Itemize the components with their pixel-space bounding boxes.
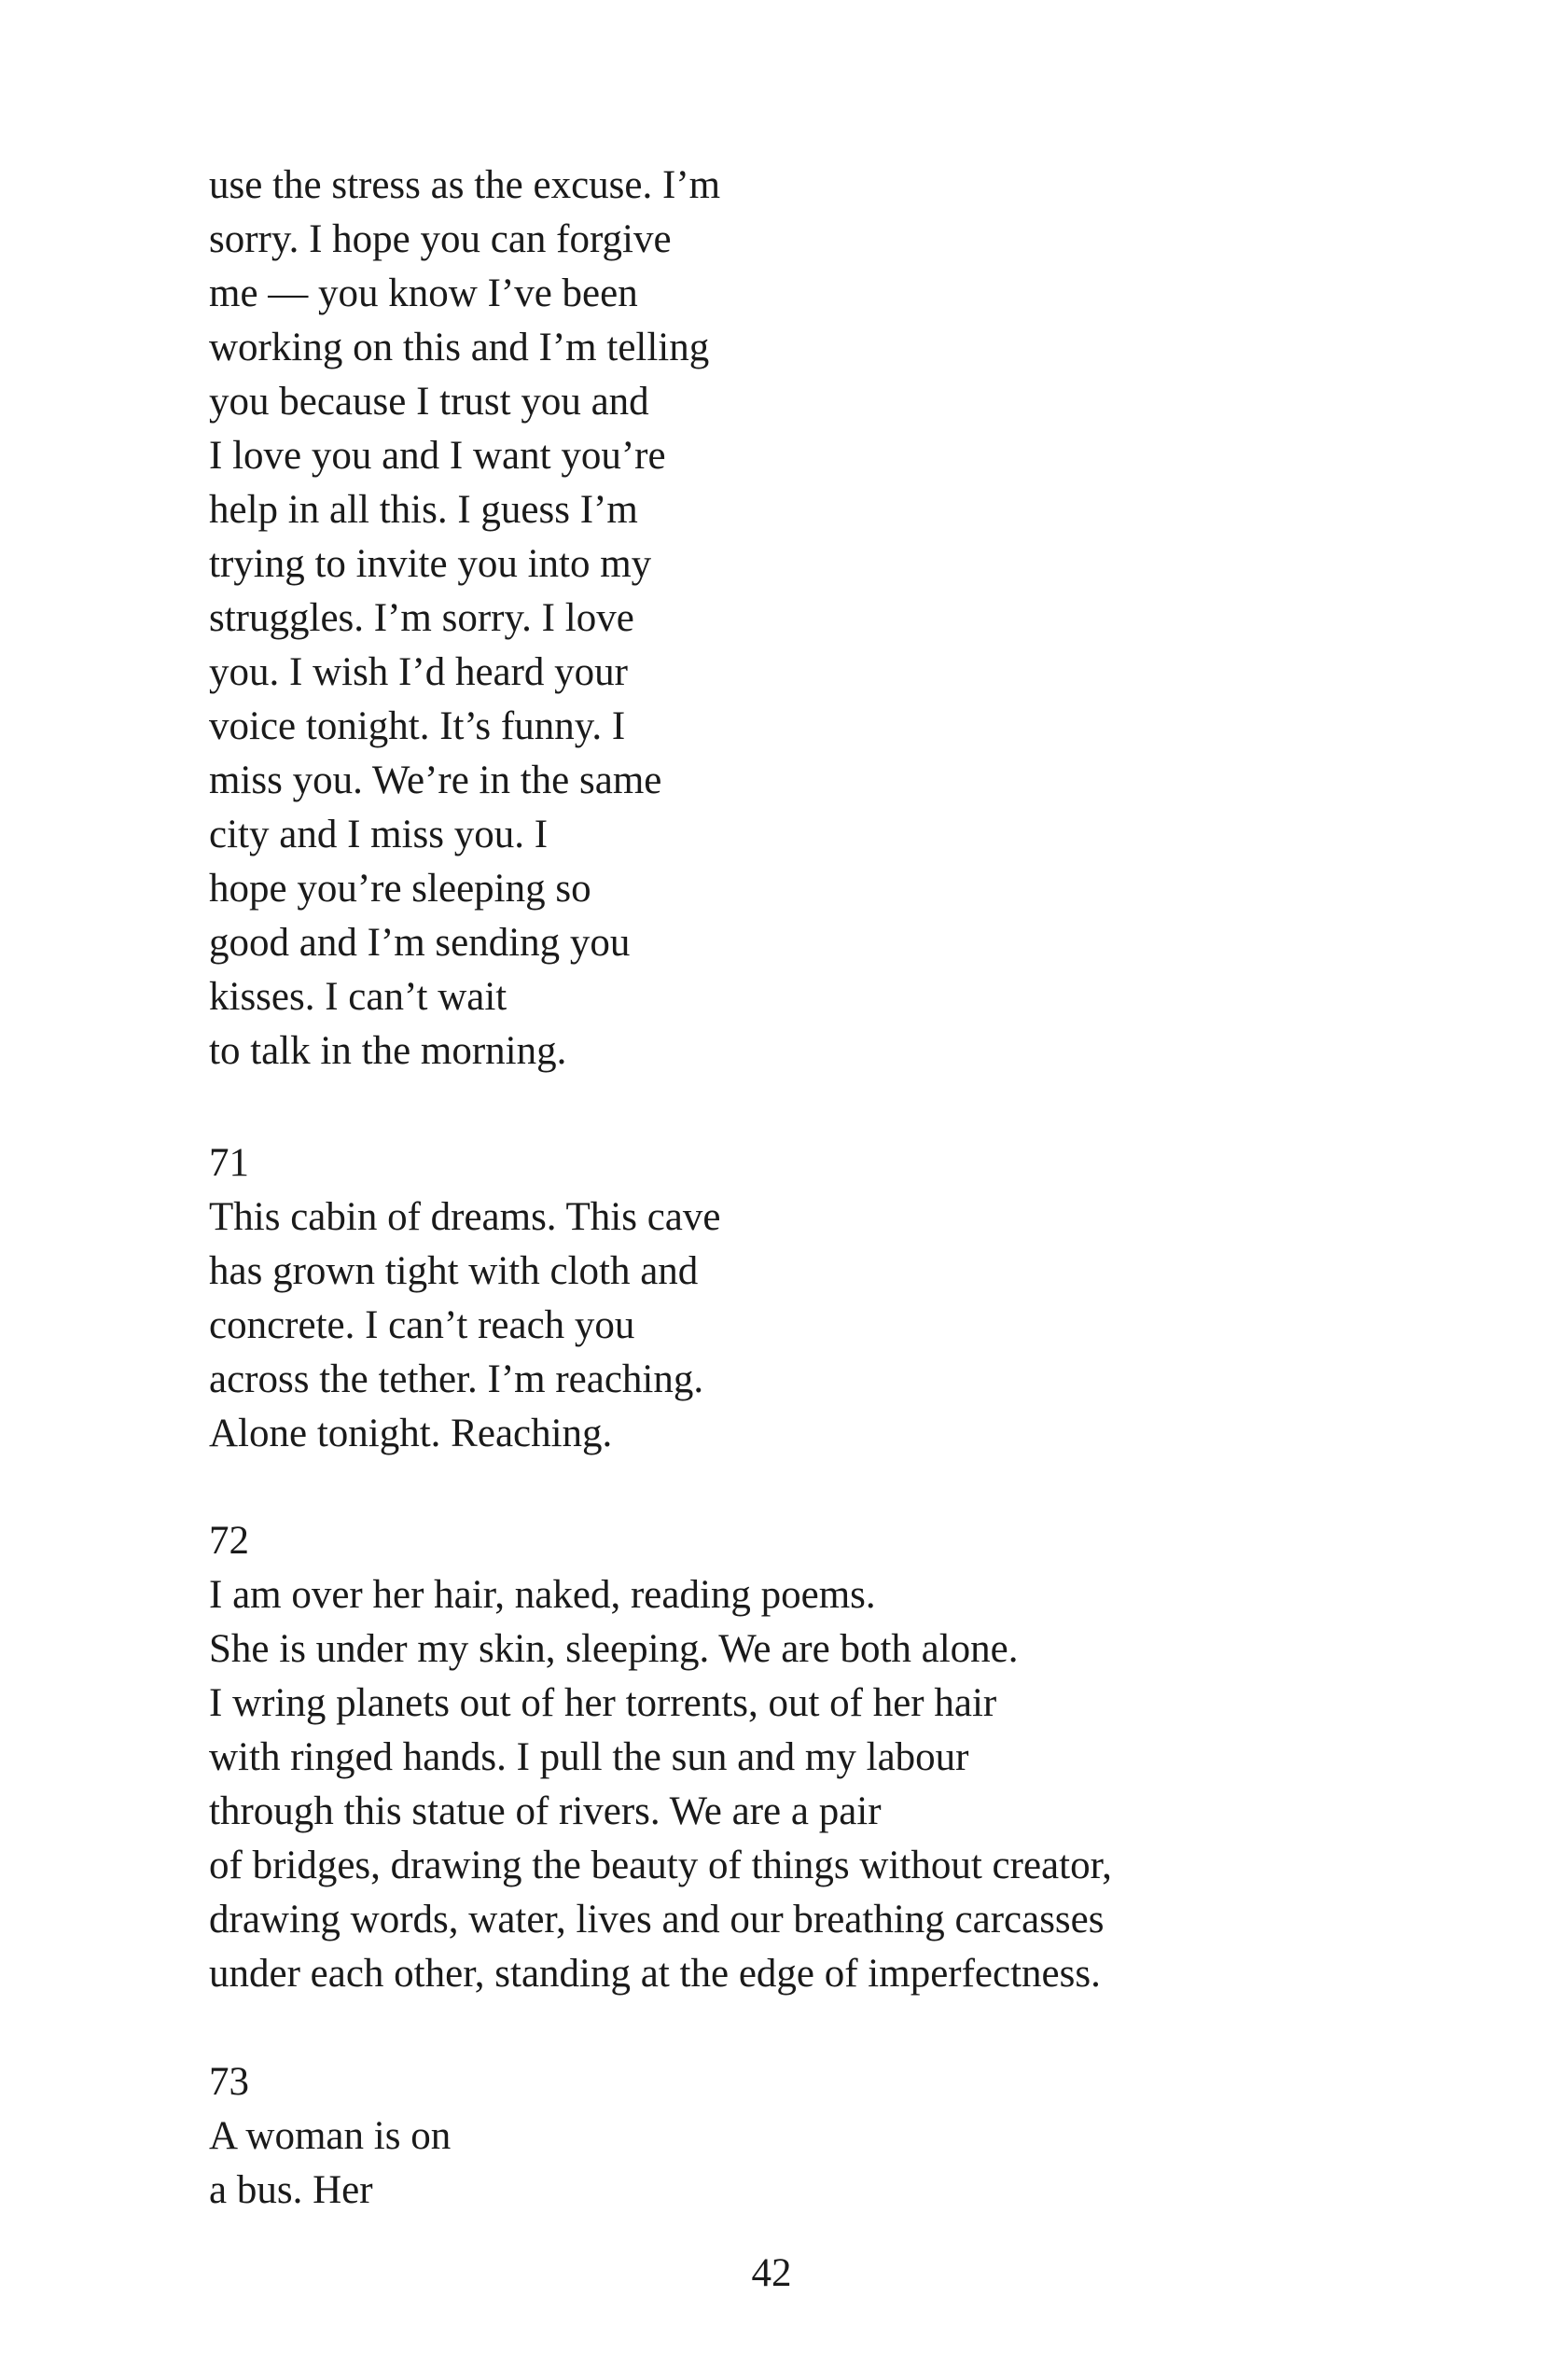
poem-line: use the stress as the excuse. I’m [209, 163, 721, 207]
poem-line: across the tether. I’m reaching. [209, 1357, 704, 1401]
poem-line: drawing words, water, lives and our breathing carcasses [209, 1898, 1105, 1942]
poem-line: to talk in the morning. [209, 1029, 567, 1073]
poem-line: city and I miss you. I [209, 813, 549, 856]
poem-line: A woman is on [209, 2114, 452, 2158]
poem-number: 72 [209, 1519, 249, 1563]
poem-line: hope you’re sleeping so [209, 867, 591, 911]
poem-line: you. I wish I’d heard your [209, 650, 629, 694]
poem-line: voice tonight. It’s funny. I [209, 704, 626, 748]
poem-line: I am over her hair, naked, reading poems. [209, 1573, 876, 1617]
poem-72 [209, 1514, 1112, 2001]
poem-line: of bridges, drawing the beauty of things without creator, [209, 1844, 1112, 1887]
poem-line: help in all this. I guess I’m [209, 488, 638, 532]
poem-line: trying to invite you into my [209, 542, 652, 586]
poem-number: 73 [209, 2060, 249, 2104]
poem-71 [209, 1136, 720, 1461]
poem-continuation [209, 159, 720, 1079]
poem-line: you because I trust you and [209, 380, 649, 424]
poem-line: good and I’m sending you [209, 921, 631, 965]
page-number: 42 [751, 2251, 792, 2295]
poem-line: a bus. Her [209, 2168, 373, 2212]
poem-line: with ringed hands. I pull the sun and my labour [209, 1735, 969, 1779]
poem-line: me — you know I’ve been [209, 271, 638, 315]
poem-line: struggles. I’m sorry. I love [209, 596, 634, 640]
poem-line: I wring planets out of her torrents, out of her hair [209, 1681, 997, 1725]
poem-line: has grown tight with cloth and [209, 1249, 699, 1293]
poem-line: This cabin of dreams. This cave [209, 1195, 721, 1239]
poem-line: concrete. I can’t reach you [209, 1303, 635, 1347]
poem-line: She is under my skin, sleeping. We are both alone. [209, 1627, 1019, 1671]
poem-line: under each other, standing at the edge of imperfectness. [209, 1952, 1101, 1996]
poem-line: through this statue of rivers. We are a pair [209, 1789, 882, 1833]
poem-line: sorry. I hope you can forgive [209, 217, 672, 261]
poem-73 [209, 2055, 451, 2218]
poem-number: 71 [209, 1141, 249, 1185]
poem-line: Alone tonight. Reaching. [209, 1412, 613, 1455]
poem-line: working on this and I’m telling [209, 326, 710, 369]
poem-line: kisses. I can’t wait [209, 975, 507, 1019]
poem-line: miss you. We’re in the same [209, 759, 662, 802]
poem-line: I love you and I want you’re [209, 434, 666, 478]
